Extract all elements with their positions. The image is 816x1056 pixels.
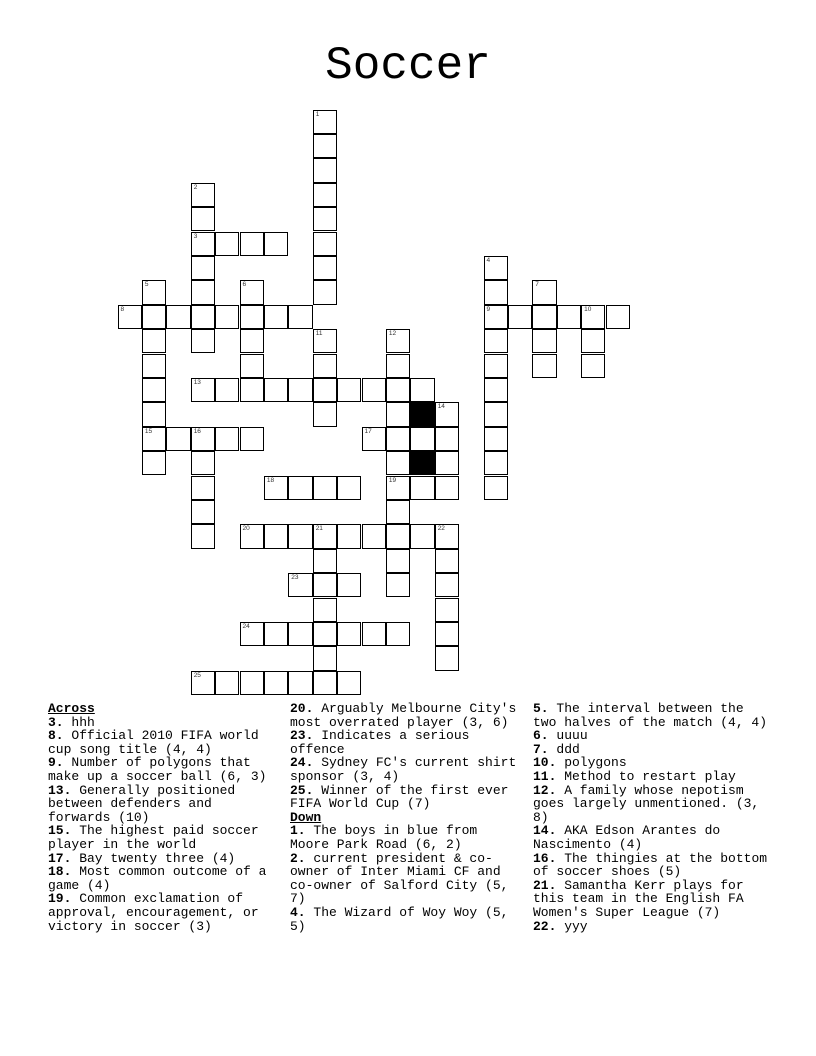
grid-cell[interactable] xyxy=(581,305,605,329)
grid-cell[interactable] xyxy=(606,305,630,329)
grid-cell[interactable] xyxy=(191,207,215,231)
clue-text: Indicates a serious offence xyxy=(290,728,470,757)
grid-cell[interactable] xyxy=(191,305,215,329)
clue-number: 10. xyxy=(533,755,557,771)
across-clue xyxy=(48,756,282,783)
clue-text: The thingies at the bottom of soccer shoes (5) xyxy=(533,850,768,880)
clue-number: 20. xyxy=(290,701,314,716)
grid-cell[interactable] xyxy=(386,402,410,426)
grid-cell[interactable] xyxy=(313,158,337,182)
grid-cell[interactable] xyxy=(362,378,386,402)
down-heading: Down xyxy=(290,809,322,825)
grid-cell[interactable] xyxy=(313,573,337,597)
clue-text: current president & co-owner of Inter Miami CF and co-owner of Salford City (5, 7) xyxy=(290,850,509,907)
grid-cell[interactable] xyxy=(313,622,337,646)
clue-text: The boys in blue from Moore Park Road (6, 2) xyxy=(290,823,478,852)
clue-number: 12. xyxy=(533,782,557,798)
grid-cell[interactable] xyxy=(142,280,166,304)
grid-cell[interactable] xyxy=(313,110,337,134)
grid-cell[interactable] xyxy=(435,598,459,622)
grid-cell[interactable] xyxy=(581,329,605,353)
cell-number: 19 xyxy=(388,476,397,484)
down-clue xyxy=(533,770,773,784)
across-clue xyxy=(48,824,282,851)
grid-cell[interactable] xyxy=(484,427,508,451)
grid-cell[interactable] xyxy=(484,256,508,280)
clue-text: Winner of the first ever FIFA World Cup (7) xyxy=(290,782,509,812)
cell-number: 16 xyxy=(193,427,201,435)
grid-cell[interactable] xyxy=(386,476,410,500)
across-clue xyxy=(48,892,282,933)
grid-cell[interactable] xyxy=(362,524,386,548)
down-clue xyxy=(533,879,773,920)
down-clue xyxy=(533,784,773,825)
grid-cell[interactable] xyxy=(313,232,337,256)
grid-cell[interactable] xyxy=(191,256,215,280)
clue-text: Most common outcome of a game (4) xyxy=(48,864,267,893)
cell-number: 6 xyxy=(242,281,247,289)
grid-cell[interactable] xyxy=(191,671,215,695)
clue-text: ddd xyxy=(548,741,580,757)
grid-cell[interactable] xyxy=(313,134,337,158)
grid-cell[interactable] xyxy=(484,451,508,475)
cell-number: 1 xyxy=(315,110,320,118)
grid-cell[interactable] xyxy=(288,524,312,548)
down-clue xyxy=(290,906,524,933)
grid-cell[interactable] xyxy=(264,378,288,402)
grid-cell[interactable] xyxy=(142,329,166,353)
clues-column-1 xyxy=(48,702,282,933)
grid-cell[interactable] xyxy=(240,305,264,329)
grid-cell[interactable] xyxy=(264,476,288,500)
cell-number: 17 xyxy=(364,427,372,435)
grid-cell[interactable] xyxy=(264,622,288,646)
grid-cell[interactable] xyxy=(240,329,264,353)
cell-number: 23 xyxy=(291,574,299,582)
grid-cell[interactable] xyxy=(484,280,508,304)
grid-cell[interactable] xyxy=(191,451,215,475)
cell-number: 5 xyxy=(144,281,149,289)
grid-cell[interactable] xyxy=(313,378,337,402)
across-clue xyxy=(290,702,524,729)
grid-cell[interactable] xyxy=(386,378,410,402)
clues-column-3 xyxy=(533,702,773,933)
grid-cell[interactable] xyxy=(386,451,410,475)
grid-cell[interactable] xyxy=(435,549,459,573)
grid-cell[interactable] xyxy=(288,476,312,500)
grid-cell[interactable] xyxy=(215,305,239,329)
down-clue xyxy=(533,729,773,743)
clue-text: Number of polygons that make up a soccer ball (6, 3) xyxy=(48,755,267,784)
cell-number: 13 xyxy=(193,378,201,386)
grid-cell[interactable] xyxy=(191,329,215,353)
grid-cell[interactable] xyxy=(337,573,361,597)
clue-number: 3. xyxy=(48,714,64,730)
grid-cell[interactable] xyxy=(313,671,337,695)
grid-cell[interactable] xyxy=(215,232,239,256)
clue-text: polygons xyxy=(556,755,627,771)
grid-cell[interactable] xyxy=(386,573,410,597)
cell-number: 22 xyxy=(437,525,445,533)
grid-cell[interactable] xyxy=(484,305,508,329)
grid-cell[interactable] xyxy=(337,622,361,646)
grid-cell[interactable] xyxy=(362,427,386,451)
clue-number: 2. xyxy=(290,850,306,866)
across-clue xyxy=(290,729,524,756)
grid-cell[interactable] xyxy=(191,476,215,500)
clue-number: 5. xyxy=(533,701,549,716)
cell-number: 20 xyxy=(242,525,250,533)
grid-cell[interactable] xyxy=(191,232,215,256)
grid-cell[interactable] xyxy=(410,476,434,500)
clue-number: 4. xyxy=(290,904,306,920)
grid-cell[interactable] xyxy=(240,378,264,402)
clue-text: Official 2010 FIFA world cup song title (4, 4) xyxy=(48,728,259,757)
grid-cell[interactable] xyxy=(435,402,459,426)
grid-cell[interactable] xyxy=(240,622,264,646)
clue-text: Sydney FC's current shirt sponsor (3, 4) xyxy=(290,755,517,784)
across-clue xyxy=(48,729,282,756)
grid-cell[interactable] xyxy=(386,622,410,646)
grid-cell[interactable] xyxy=(215,427,239,451)
cell-number: 10 xyxy=(584,305,592,313)
grid-cell[interactable] xyxy=(288,305,312,329)
clue-number: 18. xyxy=(48,864,72,880)
grid-cell[interactable] xyxy=(240,280,264,304)
grid-cell[interactable] xyxy=(386,427,410,451)
grid-cell[interactable] xyxy=(191,280,215,304)
grid-cell[interactable] xyxy=(215,378,239,402)
down-clue xyxy=(533,702,773,729)
grid-cell[interactable] xyxy=(313,354,337,378)
across-clue xyxy=(290,756,524,783)
grid-cell[interactable] xyxy=(581,354,605,378)
clue-text: Bay twenty three (4) xyxy=(71,850,236,866)
grid-cell[interactable] xyxy=(484,354,508,378)
grid-cell[interactable] xyxy=(435,573,459,597)
down-clue xyxy=(533,920,773,934)
grid-cell[interactable] xyxy=(532,354,556,378)
clue-number: 6. xyxy=(533,728,549,744)
clue-number: 14. xyxy=(533,823,557,839)
clue-number: 7. xyxy=(533,741,549,757)
clue-text: Arguably Melbourne City's most overrated player (3, 6) xyxy=(290,701,517,730)
clues-column-2 xyxy=(290,702,524,933)
down-clue xyxy=(533,756,773,770)
cell-number: 11 xyxy=(315,330,323,338)
cell-number: 7 xyxy=(535,281,539,289)
grid-cell[interactable] xyxy=(166,427,190,451)
clue-number: 17. xyxy=(48,850,72,866)
grid-cell[interactable] xyxy=(337,524,361,548)
down-clue xyxy=(533,743,773,757)
clue-text: yyy xyxy=(556,918,588,934)
clue-text: AKA Edson Arantes do Nascimento (4) xyxy=(533,823,721,852)
grid-cell[interactable] xyxy=(313,598,337,622)
grid-cell[interactable] xyxy=(508,305,532,329)
grid-cell[interactable] xyxy=(142,451,166,475)
grid-cell[interactable] xyxy=(532,305,556,329)
grid-cell[interactable] xyxy=(313,646,337,670)
grid-cell[interactable] xyxy=(532,329,556,353)
grid-cell[interactable] xyxy=(288,573,312,597)
across-clue xyxy=(48,716,282,730)
cell-number: 2 xyxy=(193,183,198,191)
grid-cell[interactable] xyxy=(337,378,361,402)
cell-number: 18 xyxy=(266,476,275,484)
clue-text: Method to restart play xyxy=(556,768,736,784)
clue-number: 24. xyxy=(290,755,314,771)
clue-text: uuuu xyxy=(548,728,588,744)
clue-number: 19. xyxy=(48,891,72,907)
grid-cell[interactable] xyxy=(313,524,337,548)
grid-cell[interactable] xyxy=(240,232,264,256)
grid-cell[interactable] xyxy=(191,500,215,524)
grid-cell[interactable] xyxy=(435,646,459,670)
grid-cell[interactable] xyxy=(484,476,508,500)
clue-number: 21. xyxy=(533,877,557,893)
cell-number: 15 xyxy=(144,427,153,435)
black-square xyxy=(410,451,434,475)
grid-cell[interactable] xyxy=(410,378,434,402)
grid-cell[interactable] xyxy=(313,280,337,304)
cell-number: 4 xyxy=(486,256,491,264)
cell-number: 21 xyxy=(315,525,323,533)
clue-text: A family whose nepotism goes largely unmentioned. (3, 8) xyxy=(533,782,760,825)
grid-cell[interactable] xyxy=(484,378,508,402)
across-clue xyxy=(48,865,282,892)
clue-text: Samantha Kerr plays for this team in the English FA Women's Super League (7) xyxy=(533,877,744,920)
grid-cell[interactable] xyxy=(313,183,337,207)
grid-cell[interactable] xyxy=(435,622,459,646)
grid-cell[interactable] xyxy=(484,402,508,426)
grid-cell[interactable] xyxy=(313,256,337,280)
grid-cell[interactable] xyxy=(142,402,166,426)
grid-cell[interactable] xyxy=(191,183,215,207)
grid-cell[interactable] xyxy=(240,427,264,451)
clue-number: 15. xyxy=(48,823,72,839)
grid-cell[interactable] xyxy=(313,476,337,500)
grid-cell[interactable] xyxy=(142,378,166,402)
down-clue xyxy=(290,852,524,906)
grid-cell[interactable] xyxy=(166,305,190,329)
grid-cell[interactable] xyxy=(142,427,166,451)
grid-cell[interactable] xyxy=(313,549,337,573)
grid-cell[interactable] xyxy=(240,524,264,548)
grid-cell[interactable] xyxy=(215,671,239,695)
grid-cell[interactable] xyxy=(337,671,361,695)
grid-cell[interactable] xyxy=(240,354,264,378)
grid-cell[interactable] xyxy=(386,329,410,353)
grid-cell[interactable] xyxy=(142,354,166,378)
grid-cell[interactable] xyxy=(435,476,459,500)
grid-cell[interactable] xyxy=(410,524,434,548)
clue-number: 8. xyxy=(48,728,64,744)
cell-number: 8 xyxy=(120,305,125,313)
across-heading: Across xyxy=(48,701,95,716)
down-clue xyxy=(533,824,773,851)
grid-cell[interactable] xyxy=(191,524,215,548)
grid-cell[interactable] xyxy=(435,524,459,548)
grid-cell[interactable] xyxy=(484,329,508,353)
grid-cell[interactable] xyxy=(435,427,459,451)
cell-number: 24 xyxy=(242,622,250,630)
down-clue xyxy=(533,852,773,879)
grid-cell[interactable] xyxy=(288,622,312,646)
grid-cell[interactable] xyxy=(264,232,288,256)
clue-text: The interval between the two halves of the match (4, 4) xyxy=(533,701,768,730)
grid-cell[interactable] xyxy=(386,354,410,378)
grid-cell[interactable] xyxy=(264,671,288,695)
grid-cell[interactable] xyxy=(557,305,581,329)
black-square xyxy=(410,402,434,426)
grid-cell[interactable] xyxy=(386,500,410,524)
grid-cell[interactable] xyxy=(142,305,166,329)
clue-number: 22. xyxy=(533,918,557,934)
grid-cell[interactable] xyxy=(313,329,337,353)
clue-number: 11. xyxy=(533,768,557,784)
clue-text: Generally positioned between defenders and forwards (10) xyxy=(48,782,236,825)
grid-cell[interactable] xyxy=(118,305,142,329)
grid-cell[interactable] xyxy=(386,524,410,548)
clue-number: 1. xyxy=(290,823,306,839)
cell-number: 14 xyxy=(437,403,445,411)
grid-cell[interactable] xyxy=(410,427,434,451)
grid-cell[interactable] xyxy=(264,524,288,548)
grid-cell[interactable] xyxy=(362,622,386,646)
clue-text: The Wizard of Woy Woy (5, 5) xyxy=(290,904,509,934)
clue-number: 25. xyxy=(290,782,314,798)
grid-cell[interactable] xyxy=(532,280,556,304)
grid-cell[interactable] xyxy=(191,378,215,402)
grid-cell[interactable] xyxy=(264,305,288,329)
down-clue xyxy=(290,824,524,851)
clue-number: 13. xyxy=(48,782,72,798)
cell-number: 12 xyxy=(388,330,397,338)
cell-number: 9 xyxy=(486,305,491,313)
across-clue xyxy=(48,852,282,866)
grid-cell[interactable] xyxy=(288,378,312,402)
cell-number: 3 xyxy=(193,232,198,240)
grid-cell[interactable] xyxy=(386,549,410,573)
grid-cell[interactable] xyxy=(435,451,459,475)
grid-cell[interactable] xyxy=(313,402,337,426)
grid-cell[interactable] xyxy=(191,427,215,451)
clue-number: 16. xyxy=(533,850,557,866)
grid-cell[interactable] xyxy=(288,671,312,695)
across-clue xyxy=(48,784,282,825)
clue-text: hhh xyxy=(63,714,95,730)
clue-text: Common exclamation of approval, encouragement, or victory in soccer (3) xyxy=(48,891,259,934)
grid-cell[interactable] xyxy=(240,671,264,695)
grid-cell[interactable] xyxy=(337,476,361,500)
grid-cell[interactable] xyxy=(313,207,337,231)
clue-text: The highest paid soccer player in the world xyxy=(48,823,259,852)
across-clue xyxy=(290,784,524,811)
clue-number: 9. xyxy=(48,755,64,771)
puzzle-title: Soccer xyxy=(325,40,491,92)
clue-number: 23. xyxy=(290,728,314,744)
cell-number: 25 xyxy=(193,671,201,679)
